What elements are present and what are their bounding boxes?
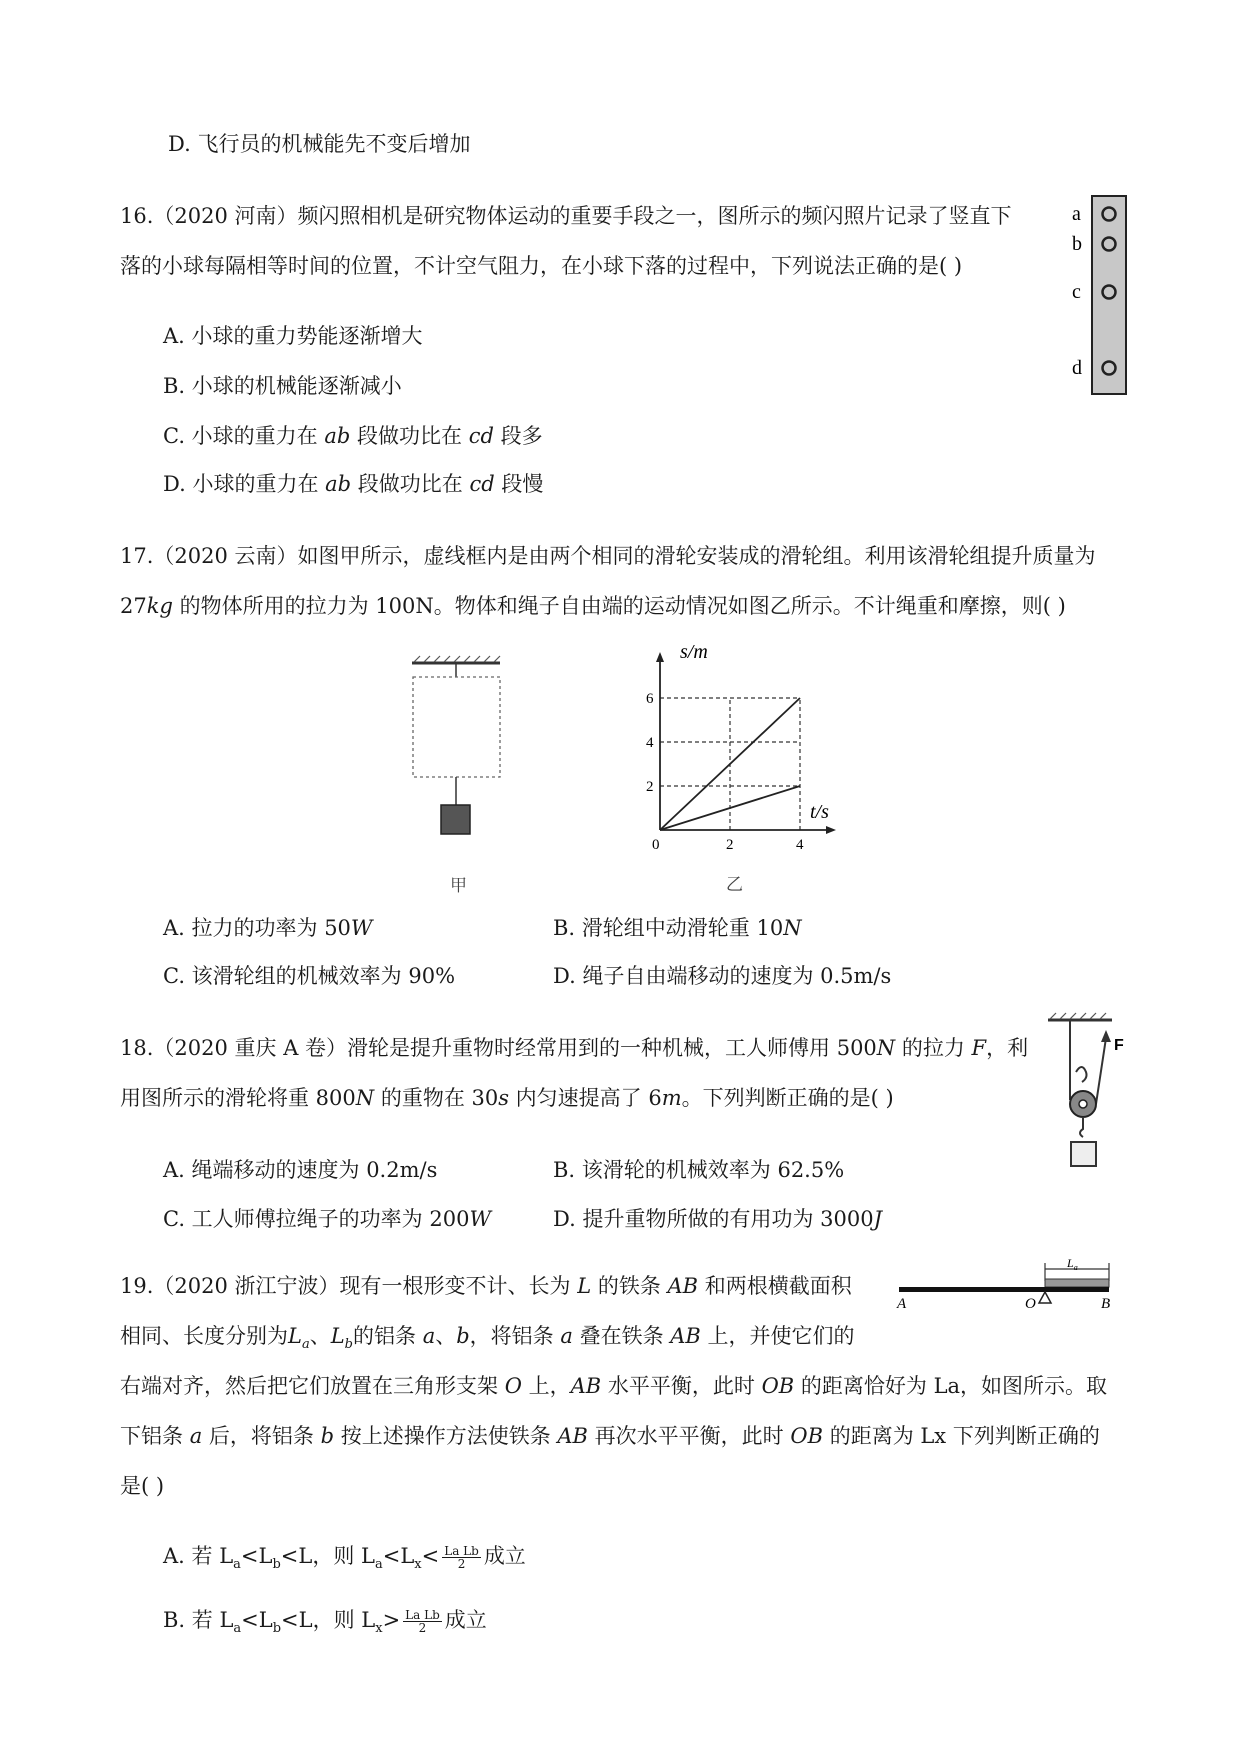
dashed-box bbox=[413, 677, 500, 777]
strobe-strip bbox=[1092, 196, 1126, 394]
single-pulley-figure bbox=[1040, 1010, 1135, 1180]
q18-option-c: C. 工人师傅拉绳子的功率为 200W bbox=[163, 1207, 492, 1231]
label-b-end: B bbox=[1101, 1296, 1111, 1312]
q19-stem-line5: 是( ) bbox=[120, 1474, 165, 1498]
lever-figure bbox=[895, 1255, 1135, 1315]
q18-stem-line1: 18.（2020 重庆 A 卷）滑轮是提升重物时经常用到的一种机械，工人师傅用 500N 的拉力 F，利 bbox=[120, 1036, 1029, 1060]
x-tick-label-0: 0 bbox=[652, 837, 660, 853]
pulley-hook bbox=[1076, 1067, 1087, 1082]
q18-option-d: D. 提升重物所做的有用功为 3000J bbox=[553, 1207, 882, 1231]
q19-stem-line2: 相同、长度分别为$L_a$、$L_b$的铝条 a、b，将铝条 a 叠在铁条 AB 上，并使它们的 bbox=[120, 1324, 855, 1353]
chart-axes bbox=[656, 652, 836, 834]
y-tick-label-2: 2 bbox=[646, 779, 654, 795]
s-t-chart bbox=[630, 640, 860, 910]
label-a-end: A bbox=[897, 1296, 907, 1312]
label-yi: 乙 bbox=[726, 875, 743, 895]
q18-option-b: B. 该滑轮的机械效率为 62.5% bbox=[553, 1158, 845, 1182]
chart-ticks bbox=[646, 691, 804, 853]
y-tick-label-6: 6 bbox=[646, 691, 654, 707]
pulley-axle bbox=[1079, 1100, 1087, 1108]
la-label: $L_a$ bbox=[1067, 1256, 1078, 1272]
q17-option-c: C. 该滑轮组的机械效率为 90% bbox=[163, 964, 456, 988]
free-rope bbox=[1096, 1038, 1106, 1104]
force-label: F bbox=[1114, 1037, 1124, 1054]
q16-stem-line1: 16.（2020 河南）频闪照相机是研究物体运动的重要手段之一，图所示的频闪照片记录了竖直下 bbox=[120, 204, 1012, 228]
q18-option-a: A. 绳端移动的速度为 0.2m/s bbox=[163, 1158, 438, 1182]
load-block bbox=[441, 805, 470, 834]
y-axis-label: s/m bbox=[680, 641, 708, 663]
force-arrow bbox=[1101, 1030, 1111, 1042]
y-axis-arrow bbox=[656, 652, 664, 662]
q16-stem-line2: 落的小球每隔相等时间的位置，不计空气阻力，在小球下落的过程中，下列说法正确的是( ) bbox=[120, 254, 963, 278]
x-axis-arrow bbox=[826, 826, 836, 834]
iron-bar-ab bbox=[899, 1287, 1109, 1292]
q16-option-c: C. 小球的重力在 ab 段做功比在 cd 段多 bbox=[163, 424, 543, 448]
q17-option-a: A. 拉力的功率为 50W bbox=[163, 916, 373, 940]
x-axis-label: t/s bbox=[810, 801, 829, 823]
q17-stem-line2: 27kg 的物体所用的拉力为 100N。物体和绳子自由端的运动情况如图乙所示。不计绳重和摩擦，则( ) bbox=[120, 594, 1066, 618]
fraction-la-lb-over-2: $\frac{\text{La Lb}}{2}$ bbox=[405, 1608, 440, 1635]
label-b: b bbox=[1072, 233, 1082, 255]
label-d: d bbox=[1072, 357, 1082, 379]
q17-option-b: B. 滑轮组中动滑轮重 10N bbox=[553, 916, 802, 940]
label-jia: 甲 bbox=[450, 876, 467, 896]
x-tick-label-4: 4 bbox=[796, 837, 804, 853]
label-c: c bbox=[1072, 281, 1081, 303]
label-a: a bbox=[1072, 203, 1081, 225]
q17-option-d: D. 绳子自由端移动的速度为 0.5m/s bbox=[553, 964, 892, 988]
q19-option-b: B. 若 $L_a<L_b<L$，则 $L_x>$ $\frac{\text{La Lb}}{2}$ 成立 bbox=[163, 1608, 487, 1637]
triangle-support bbox=[1039, 1292, 1051, 1303]
q15-option-d: D. 飞行员的机械能先不变后增加 bbox=[168, 132, 471, 156]
pulley-box-figure bbox=[400, 655, 520, 900]
load-hook bbox=[1080, 1117, 1083, 1137]
fraction-la-lb-over-2: $\frac{\text{La Lb}}{2}$ bbox=[444, 1544, 479, 1571]
x-tick-label-2: 2 bbox=[726, 837, 734, 853]
q19-stem-line1: 19.（2020 浙江宁波）现有一根形变不计、长为 L 的铁条 AB 和两根横截面积 bbox=[120, 1274, 852, 1298]
q19-stem-line3: 右端对齐，然后把它们放置在三角形支架 O 上，AB 水平平衡，此时 OB 的距离恰好为 La，如图所示。取 bbox=[120, 1374, 1108, 1398]
q17-stem-line1: 17.（2020 云南）如图甲所示，虚线框内是由两个相同的滑轮安装成的滑轮组。利用该滑轮组提升质量为 bbox=[120, 544, 1096, 568]
q16-option-b: B. 小球的机械能逐渐减小 bbox=[163, 374, 402, 398]
q16-option-a: A. 小球的重力势能逐渐增大 bbox=[163, 324, 423, 348]
strobe-photo-figure bbox=[1060, 192, 1140, 402]
q18-stem-line2: 用图所示的滑轮将重 800N 的重物在 30s 内匀速提高了 6m。下列判断正确的是( ) bbox=[120, 1086, 894, 1110]
q19-option-a: A. 若 $L_a<L_b<L$，则 $L_a<L_x<$ $\frac{\text{La Lb}}{2}$ 成立 bbox=[163, 1544, 526, 1573]
aluminum-strip-a bbox=[1045, 1279, 1109, 1287]
ceiling-hatch bbox=[414, 656, 500, 662]
load-block bbox=[1071, 1142, 1096, 1166]
label-o: O bbox=[1025, 1296, 1036, 1312]
q19-stem-line4: 下铝条 a 后，将铝条 b 按上述操作方法使铁条 AB 再次水平平衡，此时 OB 的距离为 Lx 下列判断正确的 bbox=[120, 1424, 1100, 1448]
y-tick-label-4: 4 bbox=[646, 735, 654, 751]
ceiling-hatch bbox=[1050, 1013, 1106, 1019]
q16-option-d: D. 小球的重力在 ab 段做功比在 cd 段慢 bbox=[163, 472, 544, 496]
